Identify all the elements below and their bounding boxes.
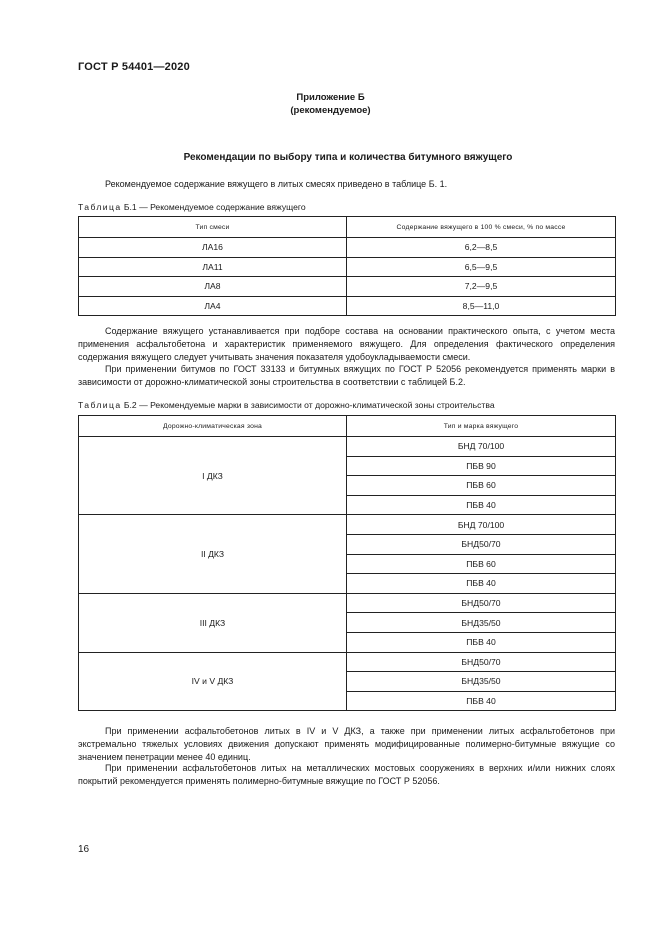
mix-type-cell: ЛА4 <box>79 296 347 316</box>
binder-content-cell: 8,5—11,0 <box>347 296 616 316</box>
binder-grade-cell: БНД 70/100 <box>347 437 616 457</box>
table-header-cell: Тип смеси <box>79 217 347 238</box>
table-header-cell: Дорожно-климатическая зона <box>79 416 347 437</box>
mix-type-cell: ЛА8 <box>79 277 347 297</box>
table-row <box>79 277 616 297</box>
table1-caption-word: Таблица <box>78 202 122 212</box>
binder-grade-cell: БНД50/70 <box>347 593 616 613</box>
intro-paragraph: Рекомендуемое содержание вяжущего в литых смесях приведено в таблице Б. 1. <box>105 179 448 189</box>
table-row <box>79 437 616 457</box>
climate-zone-cell: IV и V ДКЗ <box>79 652 347 711</box>
climate-zone-cell: I ДКЗ <box>79 437 347 515</box>
appendix-status: (рекомендуемое) <box>290 105 371 116</box>
climate-zone-cell: III ДКЗ <box>79 593 347 652</box>
standard-header: ГОСТ Р 54401—2020 <box>78 61 190 73</box>
mix-type-cell: ЛА16 <box>79 238 347 258</box>
appendix-heading <box>0 91 661 117</box>
table2-caption <box>78 400 495 410</box>
binder-grade-cell: БНД35/50 <box>347 672 616 692</box>
binder-grade-table <box>78 415 616 711</box>
binder-grade-cell: БНД50/70 <box>347 534 616 554</box>
table2-caption-text: Б.2 — Рекомендуемые марки в зависимости от дорожно-климатической зоны строительства <box>121 400 495 410</box>
binder-grade-cell: ПБВ 60 <box>347 476 616 496</box>
table-header-row <box>79 217 616 238</box>
page-number: 16 <box>78 844 90 855</box>
binder-selection-paragraph: Содержание вяжущего устанавливается при подборе состава на основании практического опыта, с учетом места применения асфальтобетона и характеристик применяемого вяжущего. Для определения фактического определения содержания вяжущего следует учитывать значения показателя удобоукладываемости смеси. <box>78 326 615 363</box>
bitumen-grades-paragraph: При применении битумов по ГОСТ 33133 и битумных вяжущих по ГОСТ Р 52056 рекомендуется применять марки в зависимости от дорожно-климатической зоны строительства в соответствии с таблицей Б.2. <box>78 364 615 388</box>
table-row <box>79 257 616 277</box>
binder-grade-cell: ПБВ 40 <box>347 691 616 711</box>
mix-type-cell: ЛА11 <box>79 257 347 277</box>
binder-grade-cell: ПБВ 60 <box>347 554 616 574</box>
table-header-cell: Тип и марка вяжущего <box>347 416 616 437</box>
binder-content-cell: 6,2—8,5 <box>347 238 616 258</box>
table-row <box>79 296 616 316</box>
section-title: Рекомендации по выбору типа и количества битумного вяжущего <box>183 152 513 163</box>
table-row <box>79 515 616 535</box>
binder-grade-cell: ПБВ 40 <box>347 495 616 515</box>
binder-grade-cell: БНД50/70 <box>347 652 616 672</box>
binder-grade-cell: ПБВ 40 <box>347 574 616 594</box>
table1-caption-text: Б.1 — Рекомендуемое содержание вяжущего <box>121 202 306 212</box>
table2-caption-word: Таблица <box>78 400 122 410</box>
binder-grade-cell: БНД 70/100 <box>347 515 616 535</box>
table-row <box>79 238 616 258</box>
binder-content-table <box>78 216 616 316</box>
appendix-title: Приложение Б <box>296 92 365 103</box>
table-row <box>79 593 616 613</box>
table1-caption <box>78 202 306 212</box>
binder-grade-cell: ПБВ 40 <box>347 632 616 652</box>
binder-content-cell: 6,5—9,5 <box>347 257 616 277</box>
binder-content-cell: 7,2—9,5 <box>347 277 616 297</box>
table-row <box>79 652 616 672</box>
modified-binder-paragraph: При применении асфальтобетонов литых в IV и V ДКЗ, а также при применении литых асфальтобетонов при экстремально тяжелых условиях движения допускают применять модифицированные полимерно-битумные вяжущие со значением пенетрации менее 40 единиц. <box>78 726 615 763</box>
binder-grade-cell: БНД35/50 <box>347 613 616 633</box>
table-header-row <box>79 416 616 437</box>
binder-grade-cell: ПБВ 90 <box>347 456 616 476</box>
table-header-cell: Содержание вяжущего в 100 % смеси, % по массе <box>347 217 616 238</box>
bridge-paragraph: При применении асфальтобетонов литых на металлических мостовых сооружениях в верхних и/или нижних слоях покрытий рекомендуется применять полимерно-битумные вяжущие по ГОСТ Р 52056. <box>78 763 615 787</box>
climate-zone-cell: II ДКЗ <box>79 515 347 593</box>
